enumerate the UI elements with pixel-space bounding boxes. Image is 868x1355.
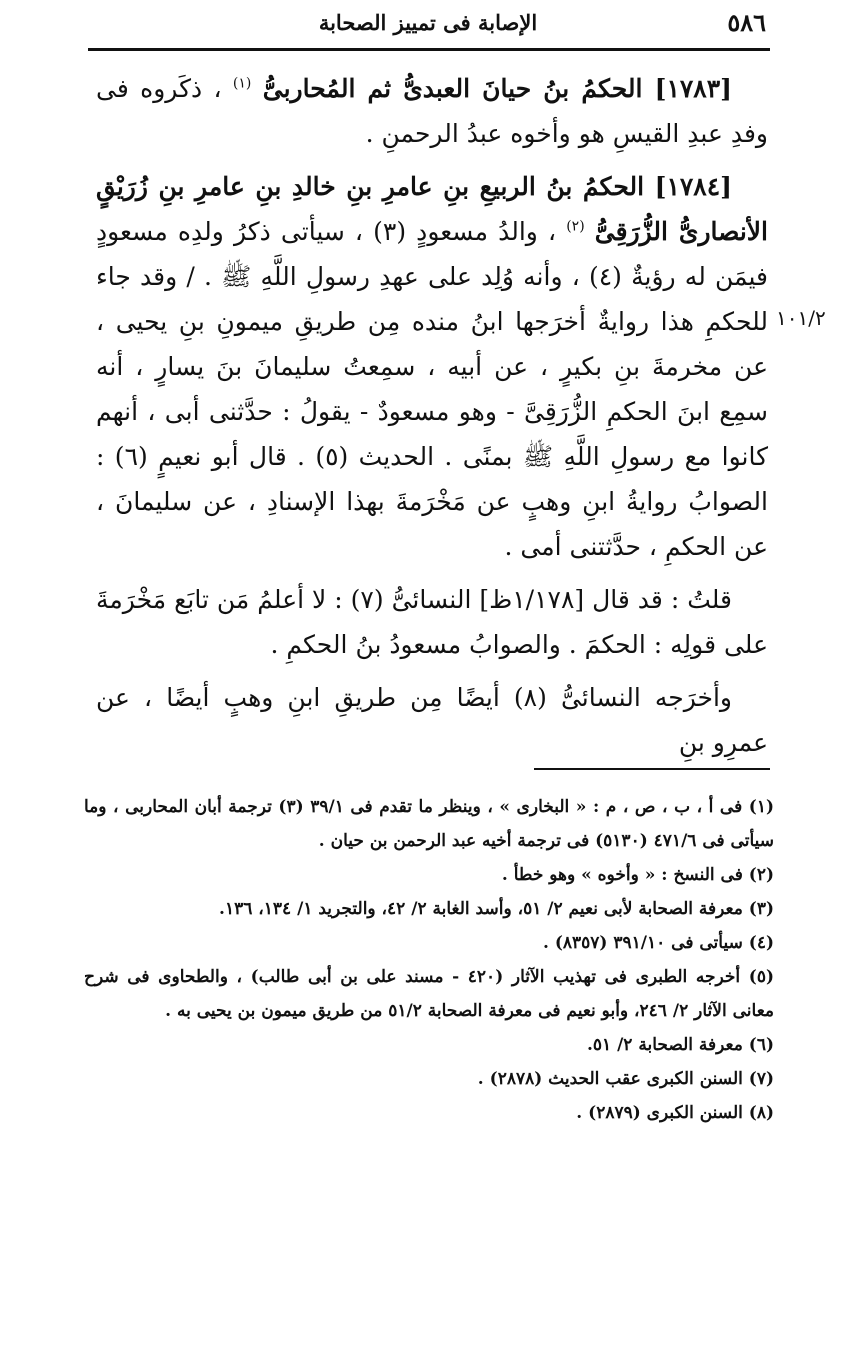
entry-1784 [96, 164, 768, 569]
footnotes [84, 790, 774, 1130]
paragraph-text: وأخرَجه النسائىُّ (٨) أيضًا مِن طريقِ ابنِ وهبٍ أيضًا ، عن عمرِو بنِ [96, 683, 768, 757]
entry-text: ، ذكَروه فى وفدِ عبدِ القيسِ هو وأخوه عبدُ الرحمنِ . [96, 74, 768, 148]
footnote-separator [534, 768, 770, 770]
footnote: (٨) السنن الكبرى (٢٨٧٩) . [576, 1103, 774, 1123]
footnote: (٦) معرفة الصحابة ٢/ ٥١. [586, 1035, 774, 1055]
footnote: (١) فى أ ، ب ، ص ، م : « البخارى » ، وينظر ما تقدم فى ٣٩/١ (٣) ترجمة أبان المحاربى ، وما سيأتى فى ٤٧١/٦ (٥١٣٠) فى ترجمة أخيه عبد الرحمن بن حيان . [84, 797, 775, 851]
continuation-paragraph [96, 675, 768, 765]
entry-text: ، والدُ مسعودٍ (٣) ، سيأتى ذكرُ ولدِه مسعودٍ فيمَن له رؤيةٌ (٤) ، وأنه وُلِد على عهدِ رسولِ اللَّهِ ﷺ . / وقد جاء للحكمِ هذا روايةٌ أخرَجها ابنُ منده مِن طريقِ ميمونِ بنِ يحيى ، عن مخرمةَ بنِ بكيرٍ ، عن أبيه ، سمِعتُ سليمانَ بنَ يسارٍ ، أنه سمِع ابنَ الحكمِ الزُّرَقِىَّ - وهو مسعودٌ - يقولُ : حدَّثنى أبى ، أنهم كانوا مع رسولِ اللَّهِ ﷺ بمنًى . الحديث (٥) . قال أبو نعيمٍ (٦) : الصوابُ روايةُ ابنِ وهبٍ عن مَخْرَمةَ بهذا الإسنادِ ، عن سليمانَ ، عن الحكمِ ، حدَّثتنى أمى . [96, 217, 768, 561]
footnote: (٧) السنن الكبرى عقب الحديث (٢٨٧٨) . [477, 1069, 774, 1089]
footnote: (٣) معرفة الصحابة لأبى نعيم ٢/ ٥١، وأسد الغابة ٢/ ٤٢، والتجريد ١/ ١٣٤، ١٣٦. [219, 899, 774, 919]
comment-paragraph [96, 577, 768, 667]
entry-heading: [١٧٨٣] الحكمُ بنُ حيانَ العبدىُّ ثم المُحاربىُّ [262, 74, 732, 103]
entry-heading: [١٧٨٤] الحكمُ بنُ الربيعِ بنِ عامرِ بنِ خالدِ بنِ عامرِ بنِ زُرَيْقٍ الأنصارىُّ الزُّرَقِىُّ [96, 172, 768, 246]
margin-note: ١٠١/٢ [776, 306, 826, 330]
footnote: (٥) أخرجه الطبرى فى تهذيب الآثار (٤٢٠ - مسند على بن أبى طالب) ، والطحاوى فى شرح معانى الآثار ٢/ ٢٤٦، وأبو نعيم فى معرفة الصحابة ٥١/٢ من طريق ميمون بن يحيى به . [84, 967, 774, 1021]
running-title: الإصابة فى تمييز الصحابة [318, 10, 538, 35]
entry-1783 [96, 66, 768, 156]
footnote: (٢) فى النسخ : « وأخوه » وهو خطأ . [501, 865, 774, 885]
footnote: (٤) سيأتى فى ٣٩١/١٠ (٨٣٥٧) . [542, 933, 774, 953]
footnote-ref: (٢) [566, 218, 585, 235]
paragraph-text: قلتُ : قد قال [١/١٧٨ظ] النسائىُّ (٧) : لا أعلمُ مَن تابَع مَخْرَمةَ على قولِه : الحكمَ . والصوابُ مسعودُ بنُ الحكمِ . [96, 585, 768, 659]
page-number: ٥٨٦ [727, 8, 766, 37]
main-text [96, 66, 768, 773]
footnote-ref: (١) [232, 75, 252, 92]
page-header [88, 6, 768, 40]
header-rule [88, 48, 770, 51]
